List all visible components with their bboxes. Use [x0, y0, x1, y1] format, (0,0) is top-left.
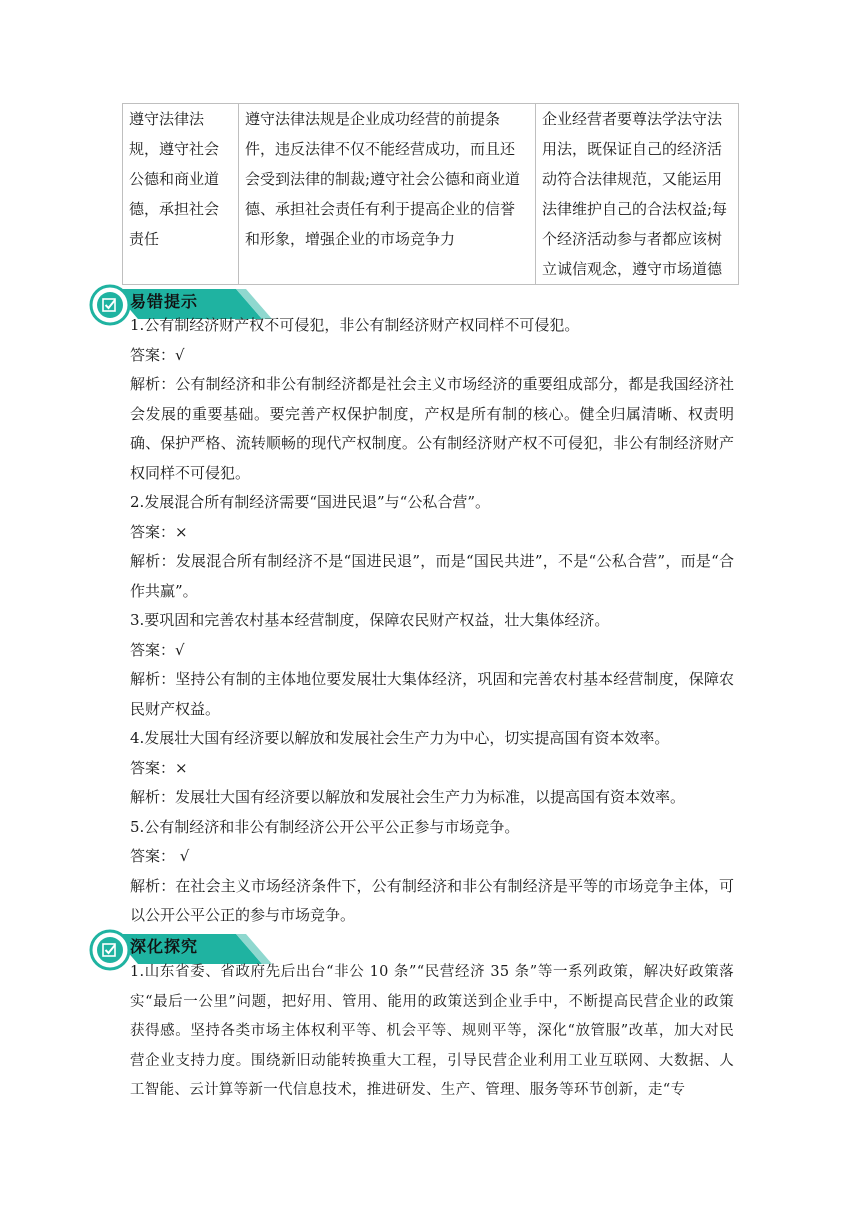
answer-2: 答案：×	[130, 522, 188, 541]
errors-content	[130, 311, 734, 931]
explore-paragraph-1: 1.山东省委、省政府先后出台“非公 10 条”“民营经济 35 条”等一系列政策，解决好政策落实“最后一公里”问题，把好用、管用、能用的政策送到企业手中，不断提高民营企业的政策获得感。坚持各类市场主体权利平等、机会平等、规则平等，深化“放管服”改革，加大对民营企业支持力度。围绕新旧动能转换重大工程，引导民营企业利用工业互联网、大数据、人工智能、云计算等新一代信息技术，推进研发、生产、管理、服务等环节创新，走“专	[130, 964, 734, 1099]
answer-1: 答案：√	[130, 345, 185, 364]
explanation-2: 解析：发展混合所有制经济不是“国进民退”，而是“国民共进”，不是“公私合营”，而是“合作共赢”。	[130, 552, 734, 600]
explore-content	[130, 958, 734, 1106]
explanation-5: 解析：在社会主义市场经济条件下，公有制经济和非公有制经济是平等的市场竞争主体，可以公开公平公正的参与市场竞争。	[130, 876, 734, 924]
question-3: 3.要巩固和完善农村基本经营制度，保障农民财产权益，壮大集体经济。	[130, 611, 610, 629]
explanation-1: 解析：公有制经济和非公有制经济都是社会主义市场经济的重要组成部分，都是我国经济社会发展的重要基础。要完善产权保护制度，产权是所有制的核心。健全归属清晰、权责明确、保护严格、流转顺畅的现代产权制度。公有制经济财产权不可侵犯，非公有制经济财产权同样不可侵犯。	[130, 375, 734, 482]
table-row	[123, 104, 739, 285]
errors-section-title: 易错提示	[130, 292, 199, 311]
table-cell-reason: 遵守法律法规是企业成功经营的前提条件，违反法律不仅不能经营成功，而且还会受到法律的制裁;遵守社会公德和商业道德、承担社会责任有利于提高企业的信誉和形象，增强企业的市场竞争力	[239, 104, 536, 285]
explore-section-title: 深化探究	[130, 937, 199, 956]
explanation-3: 解析：坚持公有制的主体地位要发展壮大集体经济，巩固和完善农村基本经营制度，保障农民财产权益。	[130, 670, 734, 718]
question-5: 5.公有制经济和非公有制经济公开公平公正参与市场竞争。	[130, 817, 520, 836]
table-cell-topic: 遵守法律法规，遵守社会公德和商业道德，承担社会责任	[123, 104, 239, 285]
explanation-4: 解析：发展壮大国有经济要以解放和发展社会生产力为标准，以提高国有资本效率。	[130, 788, 686, 806]
answer-4: 答案：×	[130, 758, 188, 777]
answer-3: 答案：√	[130, 640, 185, 659]
question-4: 4.发展壮大国有经济要以解放和发展社会生产力为中心，切实提高国有资本效率。	[130, 729, 670, 747]
question-1: 1.公有制经济财产权不可侵犯，非公有制经济财产权同样不可侵犯。	[130, 316, 580, 334]
answer-5: 答案： √	[130, 847, 190, 865]
table-cell-requirement: 企业经营者要尊法学法守法用法，既保证自己的经济活动符合法律规范，又能运用法律维护自己的合法权益;每个经济活动参与者都应该树立诚信观念，遵守市场道德	[536, 104, 739, 285]
question-2: 2.发展混合所有制经济需要“国进民退”与“公私合营”。	[130, 493, 490, 511]
summary-table	[122, 103, 739, 285]
